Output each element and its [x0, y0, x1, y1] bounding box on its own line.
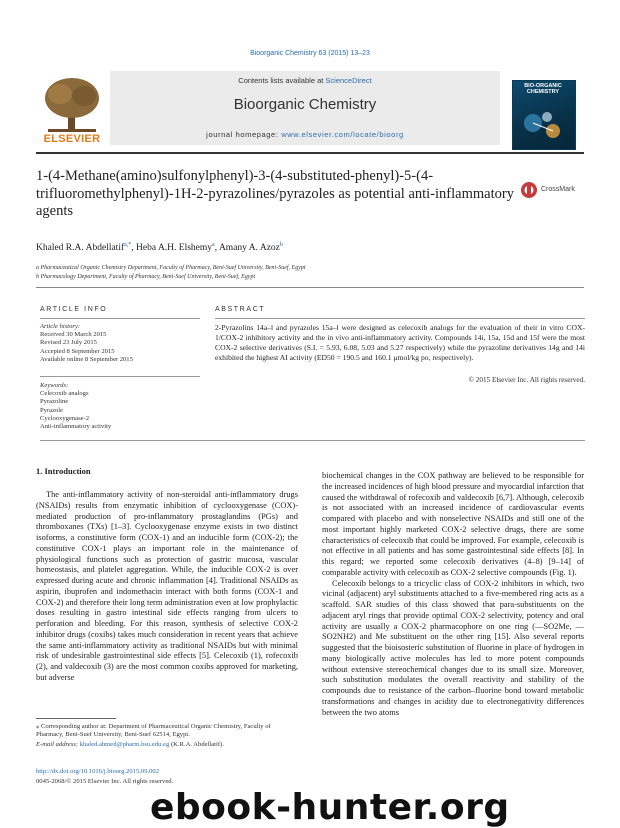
journal-citation[interactable]: Bioorganic Chemistry 63 (2015) 13–23	[250, 50, 370, 57]
abstract-heading: ABSTRACT	[215, 306, 266, 313]
abstract-rule	[215, 318, 585, 319]
article-title: 1-(4-Methane(amino)sulfonylphenyl)-3-(4-substituted-phenyl)-5-(4-trifluoromethylphenyl)-1H-2-pyrazolines/pyrazoles as potential anti-inflammatory agents	[36, 168, 514, 219]
author-1[interactable]: Khaled R.A. Abdellatif	[36, 243, 125, 254]
author-list	[36, 242, 283, 253]
keyword-item: Celecoxib analogs	[40, 390, 89, 398]
keywords-rule	[40, 440, 585, 441]
homepage-link[interactable]: www.elsevier.com/locate/bioorg	[281, 130, 404, 139]
article-info-heading: ARTICLE INFO	[40, 306, 108, 313]
intro-paragraph-3: Celecoxib belongs to a tricyclic class of COX-2 inhibitors in which, two vicinal (adjacent) aryl substituents attached to a five-membered ring acts as a scaffold. SAR studies of this class showed that para-substituents on the adjacent aryl rings that provide optimal COX-2 selectivity, potency and oral activity are usually a COX-2 pharmacophore on one ring (—SO2Me, —SO2NH2) and Me substituent on the other ring [15]. Also several reports suggested that the bioisosteric substitution of fluorine in place of hydrogen in many biologically active molecules has led to more potent compounds without extensive stereochemical changes due to its small size. Moreover, such substitution modulates the overall reactivity and stability of the compounds due to resistance of the carbon–fluorine bond toward metabolic transformations and changes in acidity due to electronegativity differences between the two atoms	[322, 578, 584, 717]
intro-right-column	[322, 471, 584, 718]
intro-paragraph-1: The anti-inflammatory activity of non-steroidal anti-inflammatory drugs (NSAIDs) results from enzymatic inhibition of cyclooxygenase (COX)-mediated production of pro-inflammatory prostaglandins (PGs) and thromboxanes (TXs) [1–3]. Cyclooxygenase enzyme exists in two distinct isoforms, a constitutive form (COX-1) and an inducible form (COX-2); the constitutive COX-1 plays an important role in the maintenance of physiological functions such as protection of gastric mucosa, vascular homeostasis, and platelet aggregation. While, the inducible COX-2 is over expressed during acute and chronic inflammation [4]. Traditional NSAIDs as aspirin, ibuprofen and indomethacin interact with both forms (COX-1 and COX-2) and therefore their long term administration even at low prophylactic doses resulting in gastro intestinal side effects ranging from ulcers to perforation and bleeding. For this reason, synthesis of selective COX-2 inhibitor drugs (coxibs) takes much consideration in recent years that achieve the same anti-inflammatory activity as traditional NSAIDs but with minimal risk of undesirable gastrointestinal side effects [5]. Celecoxib (1), rofecoxib (2), and valdecoxib (3) are the most common coxibs approved for marketing, but adverse	[36, 490, 298, 682]
keyword-item: Pyrazole	[40, 406, 64, 414]
journal-name: Bioorganic Chemistry	[233, 96, 377, 113]
intro-paragraph-2: biochemical changes in the COX pathway are believed to be responsible for the increased incidences of high blood pressure and myocardial infarction that caused the withdrawal of rofecoxib and valdecoxib [6,7]. Although, celecoxib is not associated with an increased incidence of cardiovascular events compared with placebo and with nonselective NSAIDs and still one of the most important highly marketed COX-2 selective drugs, there are some characteristics of celecoxib that could be improved. For example, celecoxib is not effective in all patients and has some gastrointestinal side effects [8]. In this regard; we reported some celecoxib derivatives (4–8) [9–14] of comparable activity with celecoxib as COX-2 selective compounds (Fig. 1).	[322, 471, 584, 577]
keywords-label: Keywords:	[40, 382, 69, 389]
history-received: Received 30 March 2015	[40, 331, 107, 339]
publisher-name: ELSEVIER	[43, 133, 101, 145]
sciencedirect-link[interactable]: ScienceDirect	[325, 76, 372, 85]
contents-line: Contents lists available at ScienceDirect	[238, 76, 372, 85]
issn-line: 0045-2068/© 2015 Elsevier Inc. All rights reserved.	[36, 778, 174, 785]
article-info-rule	[40, 318, 200, 319]
doi-link[interactable]: http://dx.doi.org/10.1016/j.bioorg.2015.09.002	[36, 768, 160, 775]
crossmark-label[interactable]: CrossMark	[541, 186, 575, 193]
keyword-item: Cyclooxygenase-2	[40, 414, 90, 422]
history-label: Article history:	[40, 323, 81, 330]
affiliation-a: a Pharmaceutical Organic Chemistry Department, Faculty of Pharmacy, Beni-Suef University, Beni-Suef, Egypt	[36, 265, 306, 271]
author-2[interactable]: , Heba A.H. Elshemy	[131, 243, 213, 254]
history-rule	[40, 376, 200, 377]
history-accepted: Accepted 8 September 2015	[40, 347, 115, 355]
keywords-list	[40, 382, 111, 431]
affiliation-b: b Pharmacology Department, Faculty of Pharmacy, Beni-Suef University, Beni-Suef, Egypt	[36, 274, 256, 280]
author-1-affil[interactable]: a,*	[124, 242, 132, 248]
history-revised: Revised 23 July 2015	[40, 339, 97, 347]
affiliation-divider	[36, 287, 584, 288]
crossmark-icon[interactable]	[520, 181, 538, 199]
article-history	[40, 323, 133, 364]
corresponding-author-note: ⁎ Corresponding author at: Department of Pharmaceutical Organic Chemistry, Faculty of Pharmacy, Beni-Suef University, Beni-Suef 62514, Egypt.	[36, 723, 271, 739]
header-divider	[36, 152, 584, 154]
author-3[interactable]: , Amany A. Azoz	[214, 243, 280, 254]
watermark-text: ebook-hunter.org	[150, 787, 510, 828]
history-online: Available online 8 September 2015	[40, 355, 133, 363]
footnote-rule	[36, 718, 116, 719]
cover-title: BIO-ORGANIC CHEMISTRY	[524, 83, 562, 95]
email-link[interactable]: khaled.ahmed@pharm.bsu.edu.eg	[79, 741, 170, 748]
intro-left-column	[36, 490, 298, 684]
keyword-item: Pyrazoline	[40, 398, 69, 406]
introduction-heading: 1. Introduction	[36, 466, 91, 476]
email-note: E-mail address: khaled.ahmed@pharm.bsu.edu.eg (K.R.A. Abdellatif).	[36, 741, 224, 748]
email-label: E-mail address:	[36, 741, 80, 748]
journal-homepage: journal homepage: www.elsevier.com/locate/bioorg	[206, 130, 404, 139]
abstract-copyright: © 2015 Elsevier Inc. All rights reserved.	[468, 376, 585, 384]
keyword-item: Anti-inflammatory activity	[40, 423, 112, 431]
abstract-text: 2-Pyrazolins 14a–l and pyrazoles 15a–l were designed as celecoxib analogs for the evaluation of their in vitro COX-1/COX-2 inhibitory activity and the in vivo anti-inflammatory activity. Compounds 14i, 15a, 15d and 15f were the most COX-2 selective derivatives (S.I. = 5.93, 6.08, 5.03 and 5.27 respectively) while the pyrazoline derivatives 14g and 14i exhibited the highest AI activity (ED50 = 190.5 and 160.1 μmol/kg po, respectively).	[215, 323, 585, 363]
author-3-affil[interactable]: b	[279, 242, 283, 248]
author-2-affil[interactable]: a	[212, 242, 215, 248]
